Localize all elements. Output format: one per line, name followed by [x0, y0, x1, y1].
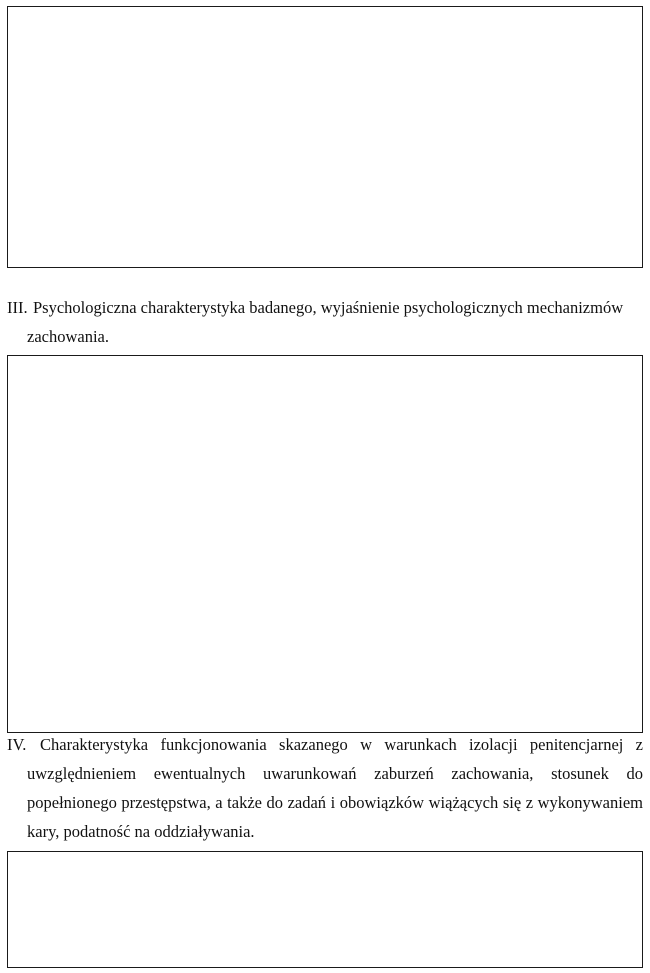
- answer-box-section-iv[interactable]: [7, 851, 643, 968]
- section-iii-line-2: zachowania.: [27, 327, 109, 346]
- answer-box-section-ii[interactable]: [7, 6, 643, 268]
- section-iv-line-1: Charakterystyka funkcjonowania skazanego w warunkach izolacji penitencjarnej z: [40, 735, 643, 754]
- answer-box-section-iii[interactable]: [7, 355, 643, 733]
- section-iii-heading: [7, 298, 643, 350]
- section-iv-numeral: IV.: [7, 735, 27, 754]
- section-iii-line-1: Psychologiczna charakterystyka badanego, wyjaśnienie psychologicznych mechanizmów: [33, 298, 624, 317]
- section-iv-line-2: uwzględnieniem ewentualnych uwarunkowań zaburzeń zachowania, stosunek do: [27, 764, 643, 783]
- section-iv-line-3: popełnionego przestępstwa, a także do zadań i obowiązków wiążących się z wykonywaniem: [27, 793, 643, 812]
- section-iv-heading: [7, 735, 643, 847]
- section-iii-numeral: III.: [7, 298, 28, 317]
- section-iv-line-4: kary, podatność na oddziaływania.: [27, 822, 255, 841]
